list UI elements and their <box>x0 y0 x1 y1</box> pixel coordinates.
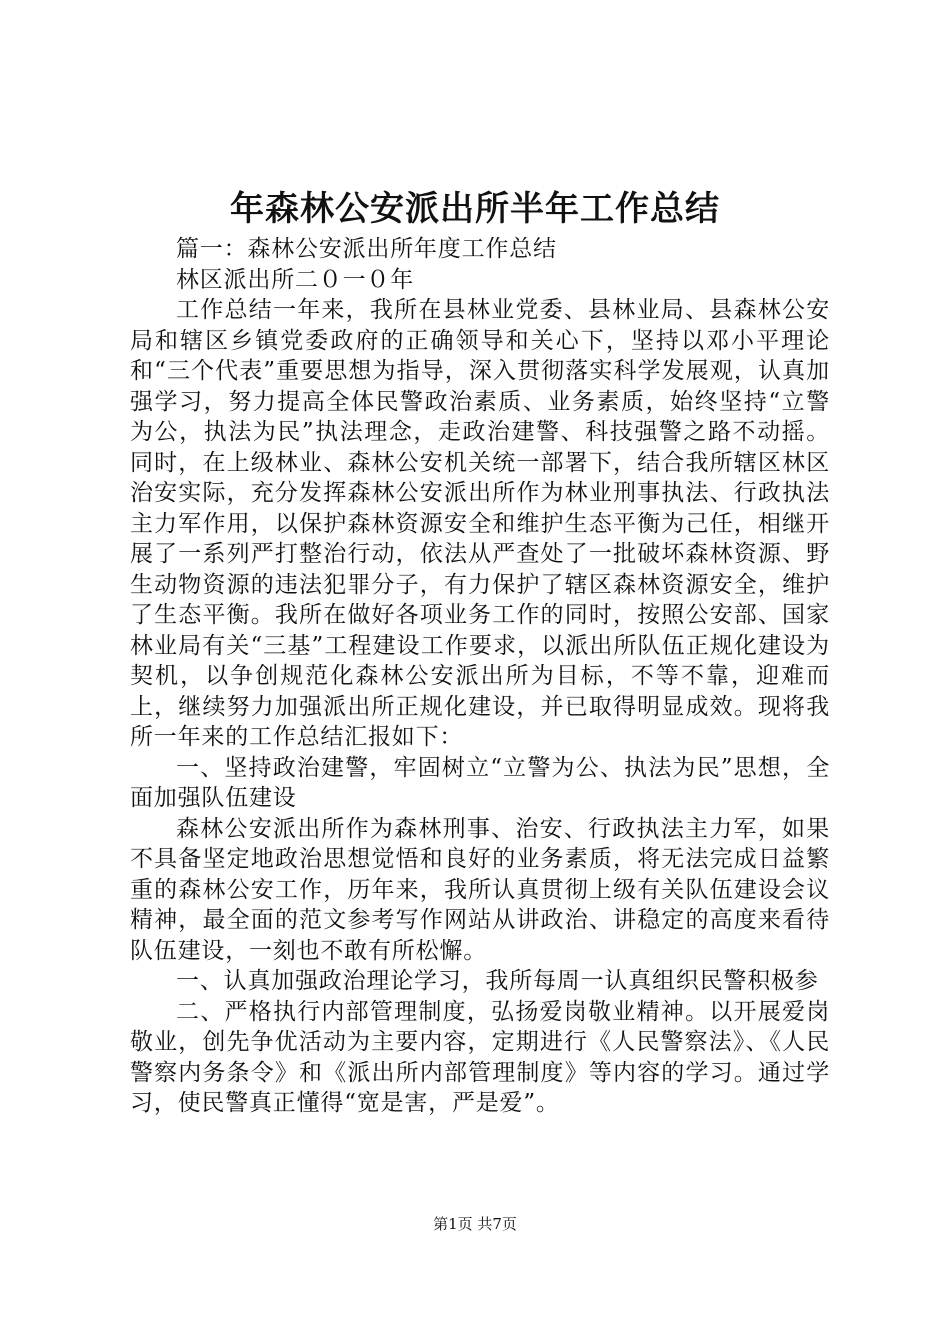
paragraph-management: 二、严格执行内部管理制度，弘扬爱岗敬业精神。以开展爱岗敬业，创先争优活动为主要内容，定期进行《人民警察法》、《人民警察内务条令》和《派出所内部管理制度》等内容的学习。通过学习，使民警真正懂得“宽是害，严是爱”。 <box>130 998 830 1116</box>
paragraph-team-building: 森林公安派出所作为森林刑事、治安、行政执法主力军，如果不具备坚定地政治思想觉悟和良好的业务素质，将无法完成日益繁重的森林公安工作，历年来，我所认真贯彻上级有关队伍建设会议精神，最全面的范文参考写作网站从讲政治、讲稳定的高度来看待队伍建设，一刻也不敢有所松懈。 <box>130 815 830 964</box>
document-body <box>130 234 830 1119</box>
paragraph-subtitle: 篇一：森林公安派出所年度工作总结 <box>176 236 557 262</box>
paragraph-heading-1: 一、坚持政治建警，牢固树立“立警为公、执法为民”思想，全面加强队伍建设 <box>130 754 830 811</box>
document-title: 年森林公安派出所半年工作总结 <box>230 189 720 229</box>
paragraph-dateline: 林区派出所二０一０年 <box>176 266 414 293</box>
paragraph-intro: 工作总结一年来，我所在县林业党委、县林业局、县森林公安局和辖区乡镇党委政府的正确领导和关心下，坚持以邓小平理论和“三个代表”重要思想为指导，深入贯彻落实科学发展观，认真加强学习，努力提高全体民警政治素质、业务素质，始终坚持“立警为公，执法为民”执法理念，走政治建警、科技强警之路不动摇。同时，在上级林业、森林公安机关统一部署下，结合我所辖区林区治安实际，充分发挥森林公安派出所作为林业刑事执法、行政执法主力军作用，以保护森林资源安全和维护生态平衡为己任，相继开展了一系列严打整治行动，依法从严查处了一批破坏森林资源、野生动物资源的违法犯罪分子，有力保护了辖区森林资源安全，维护了生态平衡。我所在做好各项业务工作的同时，按照公安部、国家林业局有关“三基”工程建设工作要求，以派出所队伍正规化建设为契机，以争创规范化森林公安派出所为目标，不等不靠，迎难而上，继续努力加强派出所正规化建设，并已取得明显成效。现将我所一年来的工作总结汇报如下： <box>130 297 830 750</box>
page-number-footer: 第1页 共7页 <box>433 1215 517 1233</box>
paragraph-study: 一、认真加强政治理论学习，我所每周一认真组织民警积极参 <box>176 968 819 994</box>
